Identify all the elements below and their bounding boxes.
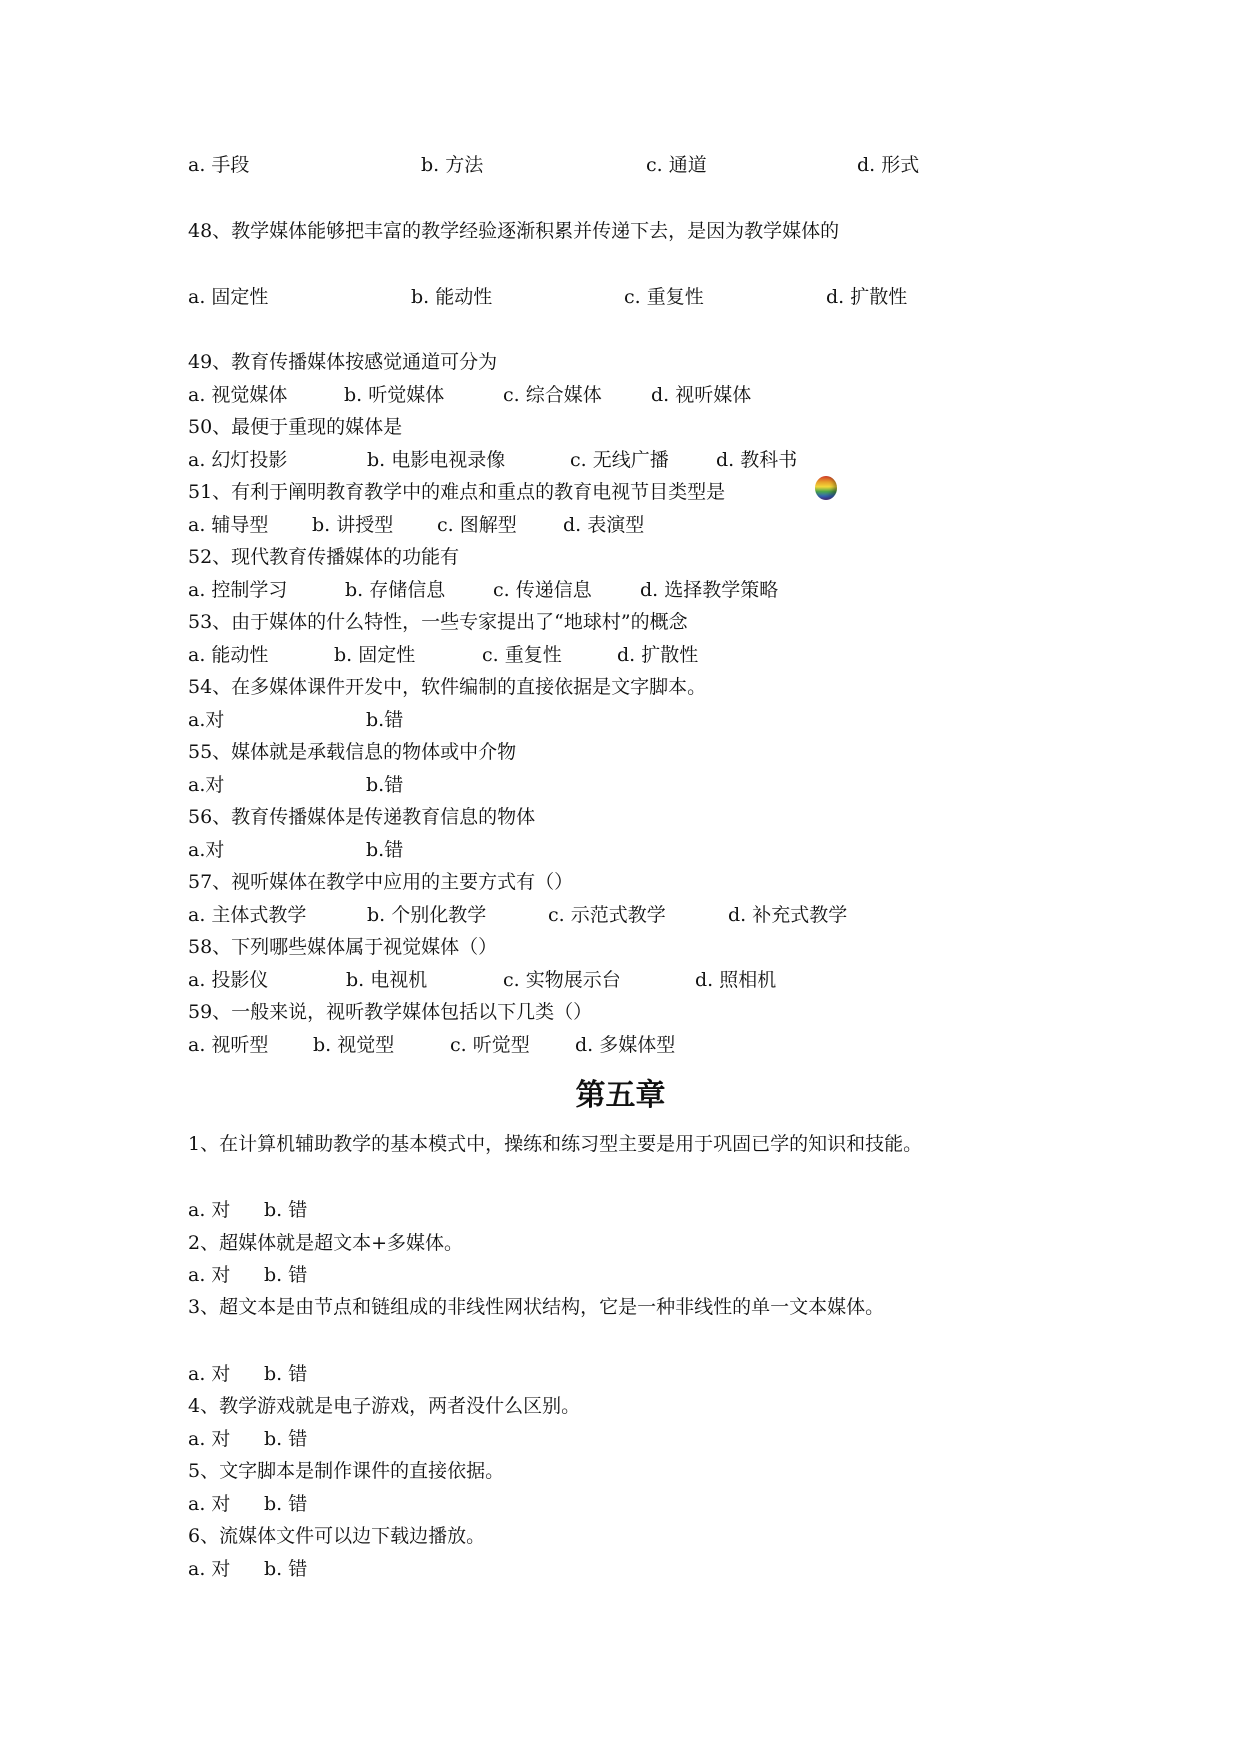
q59-option-c: c. 听觉型 — [450, 1034, 530, 1056]
c5-q4-option-b: b. 错 — [264, 1428, 308, 1450]
q49-option-d: d. 视听媒体 — [651, 384, 752, 406]
q47-option-b: b. 方法 — [421, 154, 484, 176]
q50-question: 50、最便于重现的媒体是 — [188, 416, 403, 438]
q59-option-a: a. 视听型 — [188, 1034, 269, 1056]
c5-q5-question: 5、文字脚本是制作课件的直接依据。 — [188, 1460, 505, 1482]
q52-option-b: b. 存储信息 — [345, 579, 446, 601]
c5-q1-option-a: a. 对 — [188, 1199, 231, 1221]
q50-option-b: b. 电影电视录像 — [367, 449, 506, 471]
c5-q1-question: 1、在计算机辅助教学的基本模式中，操练和练习型主要是用于巩固已学的知识和技能。 — [188, 1133, 923, 1155]
q49-question: 49、教育传播媒体按感觉通道可分为 — [188, 351, 498, 373]
q58-option-d: d. 照相机 — [695, 969, 777, 991]
c5-q6-question: 6、流媒体文件可以边下载边播放。 — [188, 1525, 486, 1547]
q57-option-c: c. 示范式教学 — [548, 904, 666, 926]
q55-question: 55、媒体就是承载信息的物体或中介物 — [188, 741, 517, 763]
q48-option-a: a. 固定性 — [188, 286, 269, 308]
c5-q2-option-a: a. 对 — [188, 1264, 231, 1286]
c5-q3-option-b: b. 错 — [264, 1363, 308, 1385]
q58-option-c: c. 实物展示台 — [503, 969, 621, 991]
q52-question: 52、现代教育传播媒体的功能有 — [188, 546, 460, 568]
c5-q2-option-b: b. 错 — [264, 1264, 308, 1286]
c5-q1-option-b: b. 错 — [264, 1199, 308, 1221]
c5-q5-option-a: a. 对 — [188, 1493, 231, 1515]
c5-q4-option-a: a. 对 — [188, 1428, 231, 1450]
q53-question: 53、由于媒体的什么特性，一些专家提出了“地球村”的概念 — [188, 611, 688, 633]
chapter-title: 第五章 — [575, 1078, 666, 1113]
q47-option-d: d. 形式 — [857, 154, 920, 176]
q59-option-d: d. 多媒体型 — [575, 1034, 676, 1056]
q57-option-b: b. 个别化教学 — [367, 904, 487, 926]
q48-option-d: d. 扩散性 — [826, 286, 908, 308]
q49-option-b: b. 听觉媒体 — [344, 384, 445, 406]
q52-option-d: d. 选择教学策略 — [640, 579, 779, 601]
c5-q6-option-b: b. 错 — [264, 1558, 308, 1580]
c5-q6-option-a: a. 对 — [188, 1558, 231, 1580]
q49-option-c: c. 综合媒体 — [503, 384, 602, 406]
q56-option-b: b.错 — [366, 839, 404, 861]
q55-option-b: b.错 — [366, 774, 404, 796]
q50-option-a: a. 幻灯投影 — [188, 449, 288, 471]
c5-q2-question: 2、超媒体就是超文本+多媒体。 — [188, 1232, 464, 1254]
q48-option-b: b. 能动性 — [411, 286, 493, 308]
q54-option-a: a.对 — [188, 709, 225, 731]
q52-option-c: c. 传递信息 — [493, 579, 592, 601]
q51-option-a: a. 辅导型 — [188, 514, 269, 536]
q57-option-d: d. 补充式教学 — [728, 904, 848, 926]
q54-option-b: b.错 — [366, 709, 404, 731]
q58-question: 58、下列哪些媒体属于视觉媒体（） — [188, 936, 498, 958]
q51-option-c: c. 图解型 — [437, 514, 517, 536]
q49-option-a: a. 视觉媒体 — [188, 384, 288, 406]
q50-option-d: d. 教科书 — [716, 449, 798, 471]
c5-q4-question: 4、教学游戏就是电子游戏，两者没什么区别。 — [188, 1395, 581, 1417]
q55-option-a: a.对 — [188, 774, 225, 796]
q57-option-a: a. 主体式教学 — [188, 904, 307, 926]
q59-option-b: b. 视觉型 — [313, 1034, 395, 1056]
q53-option-d: d. 扩散性 — [617, 644, 699, 666]
q51-option-d: d. 表演型 — [563, 514, 645, 536]
q48-option-c: c. 重复性 — [624, 286, 704, 308]
q59-question: 59、一般来说，视听教学媒体包括以下几类（） — [188, 1001, 593, 1023]
q58-option-a: a. 投影仪 — [188, 969, 269, 991]
striped-ball-icon — [815, 476, 837, 500]
q48-question: 48、教学媒体能够把丰富的教学经验逐渐积累并传递下去，是因为教学媒体的 — [188, 220, 840, 242]
q51-question: 51、有利于阐明教育教学中的难点和重点的教育电视节目类型是 — [188, 481, 726, 503]
q53-option-b: b. 固定性 — [334, 644, 416, 666]
q53-option-c: c. 重复性 — [482, 644, 562, 666]
q52-option-a: a. 控制学习 — [188, 579, 288, 601]
c5-q3-option-a: a. 对 — [188, 1363, 231, 1385]
q57-question: 57、视听媒体在教学中应用的主要方式有（） — [188, 871, 574, 893]
q53-option-a: a. 能动性 — [188, 644, 269, 666]
q51-option-b: b. 讲授型 — [312, 514, 394, 536]
q56-question: 56、教育传播媒体是传递教育信息的物体 — [188, 806, 536, 828]
q47-option-c: c. 通道 — [646, 154, 707, 176]
q50-option-c: c. 无线广播 — [570, 449, 669, 471]
c5-q3-question: 3、超文本是由节点和链组成的非线性网状结构，它是一种非线性的单一文本媒体。 — [188, 1296, 885, 1318]
q54-question: 54、在多媒体课件开发中，软件编制的直接依据是文字脚本。 — [188, 676, 707, 698]
q56-option-a: a.对 — [188, 839, 225, 861]
c5-q5-option-b: b. 错 — [264, 1493, 308, 1515]
q47-option-a: a. 手段 — [188, 154, 250, 176]
q58-option-b: b. 电视机 — [346, 969, 428, 991]
